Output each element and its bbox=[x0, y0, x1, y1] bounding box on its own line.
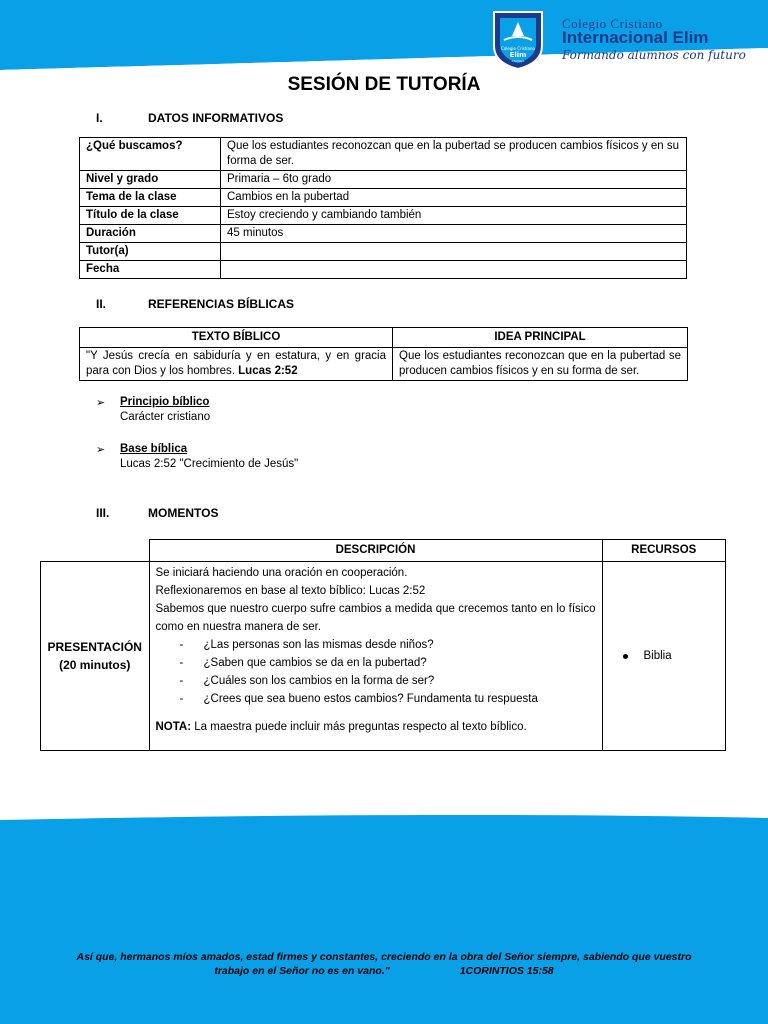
question-text: ¿Crees que sea bueno estos cambios? Fundamenta tu respuesta bbox=[203, 693, 538, 705]
verse-reference: 1CORINTIOS 15:58 bbox=[459, 965, 554, 977]
column-header-idea: IDEA PRINCIPAL bbox=[393, 328, 688, 348]
row-value: Estoy creciendo y cambiando también bbox=[221, 207, 687, 225]
section-title: REFERENCIAS BÍBLICAS bbox=[148, 297, 295, 311]
base-text: Lucas 2:52 "Crecimiento de Jesús" bbox=[120, 458, 299, 470]
section-heading-referencias bbox=[96, 297, 294, 311]
table-row bbox=[80, 243, 687, 261]
row-value bbox=[221, 243, 687, 261]
footer-band bbox=[0, 820, 768, 1024]
principio-text: Carácter cristiano bbox=[120, 411, 211, 423]
texto-biblico: "Y Jesús crecía en sabiduría y en estatura, y en gracia para con Dios y los hombres. bbox=[86, 350, 386, 377]
page-title: SESIÓN DE TUTORÍA bbox=[287, 74, 481, 95]
list-item bbox=[180, 672, 596, 690]
section-title: DATOS INFORMATIVOS bbox=[148, 111, 284, 125]
momentos-table bbox=[40, 539, 726, 751]
section-heading-momentos bbox=[96, 506, 218, 520]
logo-text-top: Colegio Cristiano bbox=[501, 46, 535, 51]
principio-heading: Principio bíblico bbox=[120, 396, 210, 408]
section-number: III. bbox=[96, 506, 110, 520]
brand-subtitle: Colegio Cristiano bbox=[562, 16, 663, 31]
footer-verse bbox=[60, 950, 708, 978]
table-row bbox=[80, 189, 687, 207]
texto-biblico-cell bbox=[80, 348, 393, 381]
row-value: 45 minutos bbox=[221, 225, 687, 243]
row-label: Nivel y grado bbox=[80, 171, 221, 189]
section-heading-datos bbox=[96, 111, 283, 125]
question-list bbox=[156, 636, 596, 708]
nota bbox=[156, 718, 596, 736]
momento-name: PRESENTACIÓN bbox=[47, 639, 142, 654]
logo-text-main: Elim bbox=[509, 51, 527, 59]
section-number: II. bbox=[96, 297, 107, 311]
list-item bbox=[180, 690, 596, 708]
table-row bbox=[80, 261, 687, 279]
table-row bbox=[80, 207, 687, 225]
bullet-dot-icon bbox=[623, 654, 628, 659]
row-label: ¿Qué buscamos? bbox=[80, 138, 221, 171]
brand-slogan: Formando alumnos con futuro bbox=[562, 48, 746, 62]
row-label: Tema de la clase bbox=[80, 189, 221, 207]
verse-text: trabajo en el Señor no es en vano." bbox=[214, 965, 390, 977]
question-text: ¿Cuáles son los cambios en la forma de ser? bbox=[203, 675, 435, 687]
section-title: MOMENTOS bbox=[148, 506, 219, 520]
referencias-table bbox=[79, 327, 688, 381]
idea-principal: Que los estudiantes reconozcan que en la pubertad se producen cambios físicos y en su forma de ser. bbox=[393, 348, 688, 381]
row-value bbox=[221, 261, 687, 279]
texto-reference: Lucas 2:52 bbox=[238, 365, 298, 377]
nota-label: NOTA: bbox=[155, 721, 192, 733]
list-item bbox=[180, 654, 596, 672]
datos-table bbox=[79, 137, 687, 279]
dash-bullet: - bbox=[179, 693, 184, 705]
principio-biblico bbox=[96, 396, 496, 428]
desc-line: Se iniciará haciendo una oración en cooperación. bbox=[155, 567, 408, 579]
row-value: Que los estudiantes reconozcan que en la pubertad se producen cambios físicos y en su forma de ser. bbox=[221, 138, 687, 171]
verse-line: Así que, hermanos míos amados, estad firmes y constantes, creciendo en la obra del Señor siempre, sabiendo que vuestro bbox=[76, 951, 692, 963]
section-number: I. bbox=[96, 111, 103, 125]
verse-line-2 bbox=[60, 964, 708, 978]
question-text: ¿Saben que cambios se da en la pubertad? bbox=[203, 657, 427, 669]
recurso-item bbox=[609, 649, 720, 664]
recursos-cell bbox=[602, 562, 726, 751]
row-label: Título de la clase bbox=[80, 207, 221, 225]
momento-cell bbox=[41, 562, 150, 751]
table-row bbox=[41, 562, 726, 751]
row-value: Cambios en la pubertad bbox=[221, 189, 687, 207]
school-logo bbox=[490, 10, 546, 70]
table-row bbox=[80, 348, 688, 381]
row-label: Fecha bbox=[80, 261, 221, 279]
nota-text: La maestra puede incluir más preguntas respecto al texto bíblico. bbox=[194, 721, 527, 733]
table-row bbox=[80, 138, 687, 171]
momento-duration: (20 minutos) bbox=[59, 657, 131, 672]
base-biblica bbox=[96, 443, 496, 475]
table-header-row bbox=[41, 540, 726, 562]
question-text: ¿Las personas son las mismas desde niños? bbox=[203, 639, 434, 651]
desc-line: Reflexionaremos en base al texto bíblico: Lucas 2:52 bbox=[155, 585, 426, 597]
table-row bbox=[80, 225, 687, 243]
recurso-text: Biblia bbox=[643, 649, 672, 662]
row-label: Duración bbox=[80, 225, 221, 243]
dash-bullet: - bbox=[179, 639, 184, 651]
column-header-descripcion: DESCRIPCIÓN bbox=[149, 540, 602, 562]
column-header-texto: TEXTO BÍBLICO bbox=[80, 328, 393, 348]
base-heading: Base bíblica bbox=[120, 443, 188, 455]
table-row bbox=[80, 171, 687, 189]
list-item bbox=[180, 636, 596, 654]
table-header-row bbox=[80, 328, 688, 348]
desc-line: Sabemos que nuestro cuerpo sufre cambios a medida que crecemos tanto en lo físico como en nuestra manera de ser. bbox=[155, 603, 596, 633]
row-value: Primaria – 6to grado bbox=[221, 171, 687, 189]
arrow-bullet-icon: ➢ bbox=[96, 397, 106, 409]
column-header-recursos: RECURSOS bbox=[602, 540, 726, 562]
dash-bullet: - bbox=[179, 657, 184, 669]
row-label: Tutor(a) bbox=[80, 243, 221, 261]
descripcion-cell bbox=[149, 562, 602, 751]
arrow-bullet-icon: ➢ bbox=[96, 444, 106, 456]
logo-text-bottom: Chiclayo bbox=[511, 59, 525, 63]
dash-bullet: - bbox=[179, 675, 184, 687]
empty-corner bbox=[41, 540, 150, 562]
brand-name: Internacional Elim bbox=[562, 28, 709, 47]
